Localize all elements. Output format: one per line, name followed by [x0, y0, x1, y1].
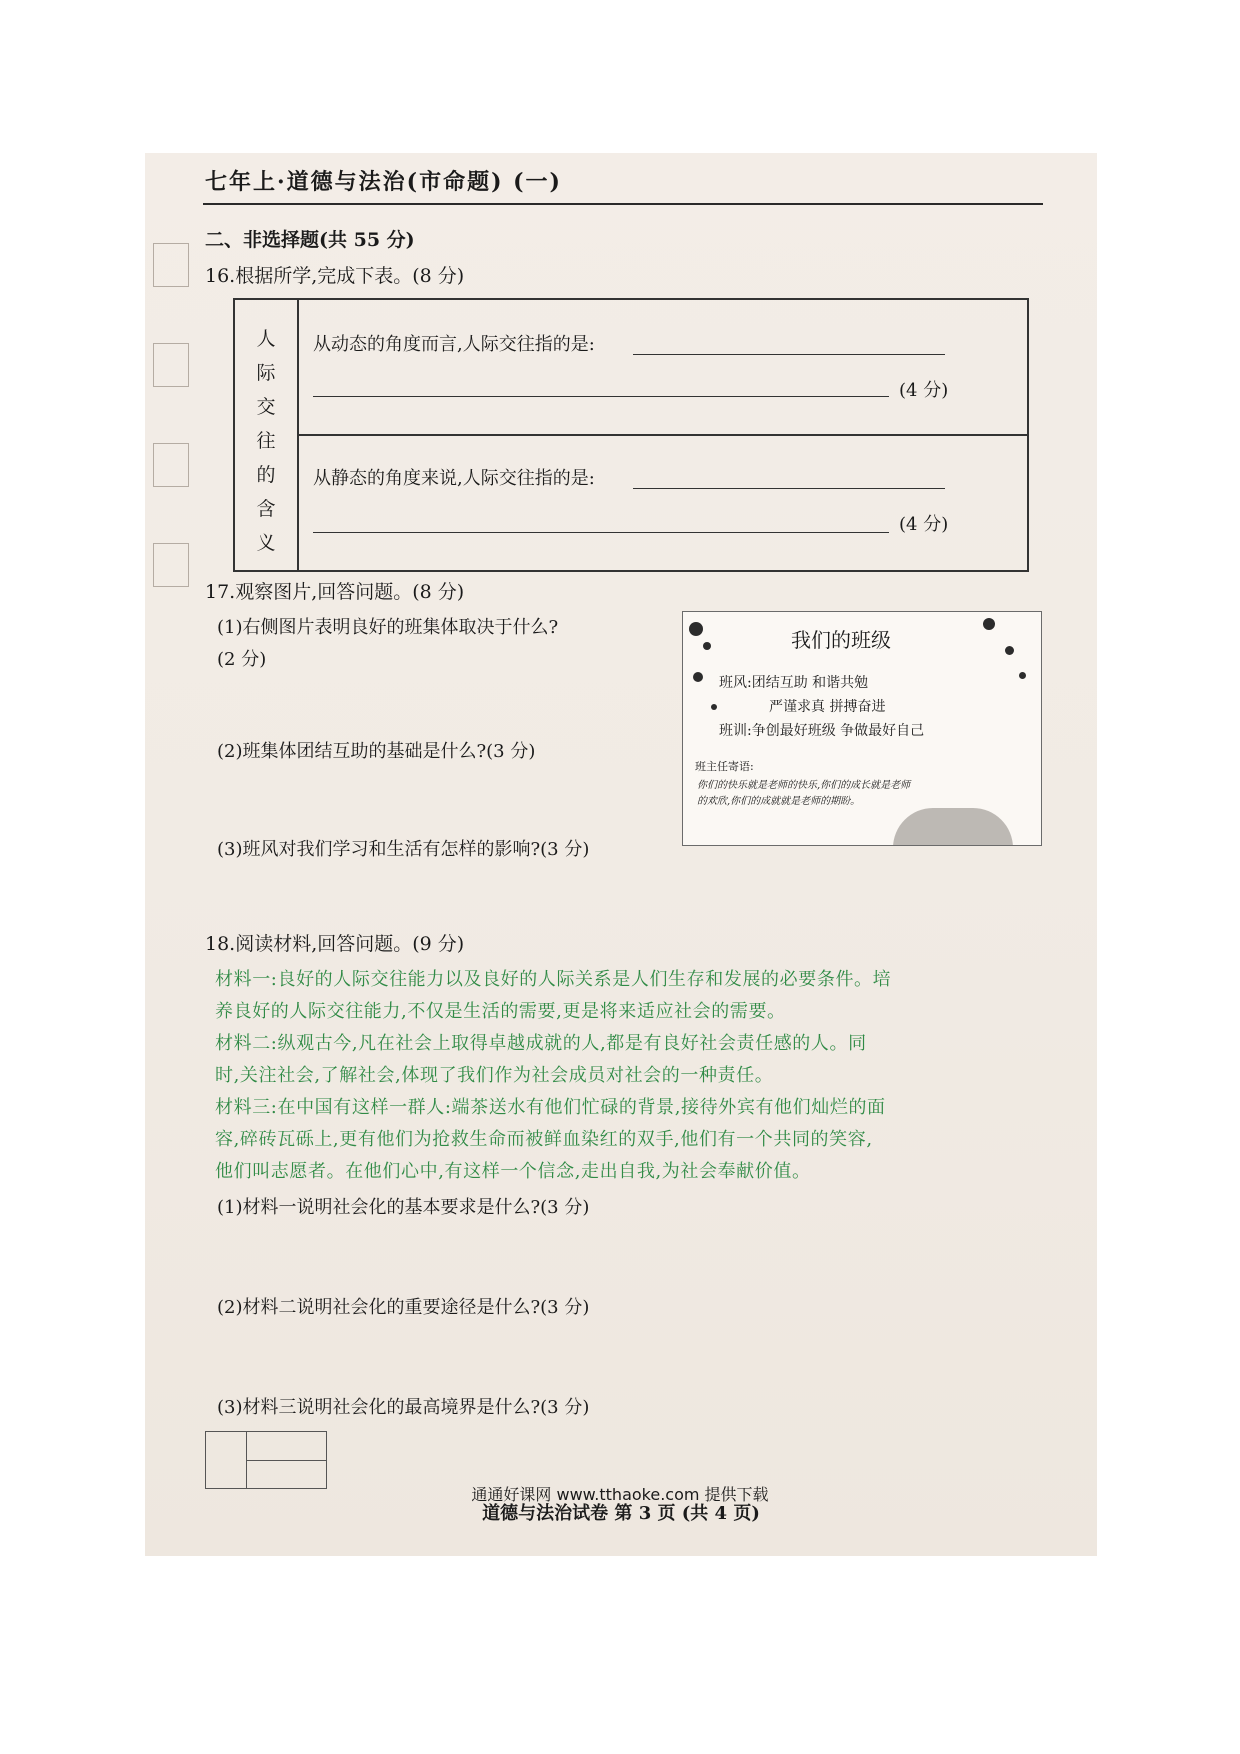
- q18-sub1: (1)材料一说明社会化的基本要求是什么?(3 分): [217, 1197, 590, 1218]
- q18-sub3: (3)材料三说明社会化的最高境界是什么?(3 分): [217, 1397, 590, 1418]
- table-row-separator: [297, 434, 1027, 436]
- site-footer: 通通好课网 www.tthaoke.com 提供下载: [471, 1485, 769, 1504]
- answer-line[interactable]: [633, 488, 945, 489]
- material1-line2: 养良好的人际交往能力,不仅是生活的需要,更是将来适应社会的需要。: [215, 1001, 786, 1022]
- corner-box: [205, 1431, 327, 1489]
- material2-line2: 时,关注社会,了解社会,体现了我们作为社会成员对社会的一种责任。: [215, 1065, 774, 1086]
- image-note-label: 班主任寄语:: [695, 760, 754, 773]
- scanned-exam-page: [145, 153, 1097, 1556]
- binding-margin-box: [153, 443, 189, 487]
- material3-line1: 材料三:在中国有这样一群人:端茶送水有他们忙碌的背景,接待外宾有他们灿烂的面: [215, 1097, 886, 1118]
- q18-sub2: (2)材料二说明社会化的重要途径是什么?(3 分): [217, 1297, 590, 1318]
- q17-sub3: (3)班风对我们学习和生活有怎样的影响?(3 分): [217, 839, 590, 860]
- image-motto-line1: 班风:团结互助 和谐共勉: [719, 675, 869, 691]
- table-label-column: [235, 300, 299, 570]
- box-divider: [246, 1460, 326, 1461]
- table-row1-text: 从动态的角度而言,人际交往指的是:: [313, 334, 595, 355]
- table-label-char: 含: [256, 498, 276, 520]
- table-label-char: 际: [256, 362, 276, 384]
- page-footer: 道德与法治试卷 第 3 页 (共 4 页): [482, 1503, 760, 1524]
- image-motto-line2: 严谨求真 拼搏奋进: [769, 699, 886, 715]
- binding-margin-box: [153, 543, 189, 587]
- q17-sub1-line1: (1)右侧图片表明良好的班集体取决于什么?: [217, 617, 559, 638]
- flower-decoration-icon: [1005, 646, 1014, 655]
- image-title: 我们的班级: [791, 628, 891, 652]
- image-motto-line3: 班训:争创最好班级 争做最好自己: [719, 723, 925, 739]
- table-label-char: 人: [256, 328, 276, 350]
- table-label-char: 交: [256, 396, 276, 418]
- q18-stem: 18.阅读材料,回答问题。(9 分): [205, 933, 465, 955]
- material2-line1: 材料二:纵观古今,凡在社会上取得卓越成就的人,都是有良好社会责任感的人。同: [215, 1033, 867, 1054]
- material1-line1: 材料一:良好的人际交往能力以及良好的人际关系是人们生存和发展的必要条件。培: [215, 969, 892, 990]
- row2-points: (4 分): [899, 514, 949, 535]
- exam-header-title: 七年上·道德与法治(市命题) (一): [205, 169, 562, 195]
- table-label-char: 的: [256, 464, 276, 486]
- answer-line[interactable]: [313, 532, 889, 533]
- class-motto-image: [682, 611, 1042, 846]
- q17-stem: 17.观察图片,回答问题。(8 分): [205, 581, 465, 603]
- material3-line2: 容,碎砖瓦砾上,更有他们为抢救生命而被鲜血染红的双手,他们有一个共同的笑容,: [215, 1129, 873, 1150]
- flower-decoration-icon: [711, 704, 717, 710]
- section-heading: 二、非选择题(共 55 分): [205, 229, 415, 251]
- hands-illustration: [893, 808, 1013, 846]
- image-note-line2: 的欢欣,你们的成就就是老师的期盼。: [697, 796, 861, 807]
- q17-sub1-line2: (2 分): [217, 649, 267, 670]
- header-rule: [203, 203, 1043, 205]
- flower-decoration-icon: [693, 672, 703, 682]
- binding-margin-box: [153, 343, 189, 387]
- answer-line[interactable]: [313, 396, 889, 397]
- material3-line3: 他们叫志愿者。在他们心中,有这样一个信念,走出自我,为社会奉献价值。: [215, 1161, 811, 1182]
- image-note-line1: 你们的快乐就是老师的快乐,你们的成长就是老师: [697, 780, 911, 791]
- table-label-char: 往: [256, 430, 276, 452]
- answer-line[interactable]: [633, 354, 945, 355]
- table-row2-text: 从静态的角度来说,人际交往指的是:: [313, 468, 595, 489]
- flower-decoration-icon: [703, 642, 711, 650]
- q16-table: [233, 298, 1029, 572]
- table-label-char: 义: [256, 532, 276, 554]
- q16-stem: 16.根据所学,完成下表。(8 分): [205, 265, 465, 287]
- flower-decoration-icon: [1019, 672, 1026, 679]
- binding-margin-box: [153, 243, 189, 287]
- row1-points: (4 分): [899, 380, 949, 401]
- q17-sub2: (2)班集体团结互助的基础是什么?(3 分): [217, 741, 536, 762]
- flower-decoration-icon: [689, 622, 703, 636]
- flower-decoration-icon: [983, 618, 995, 630]
